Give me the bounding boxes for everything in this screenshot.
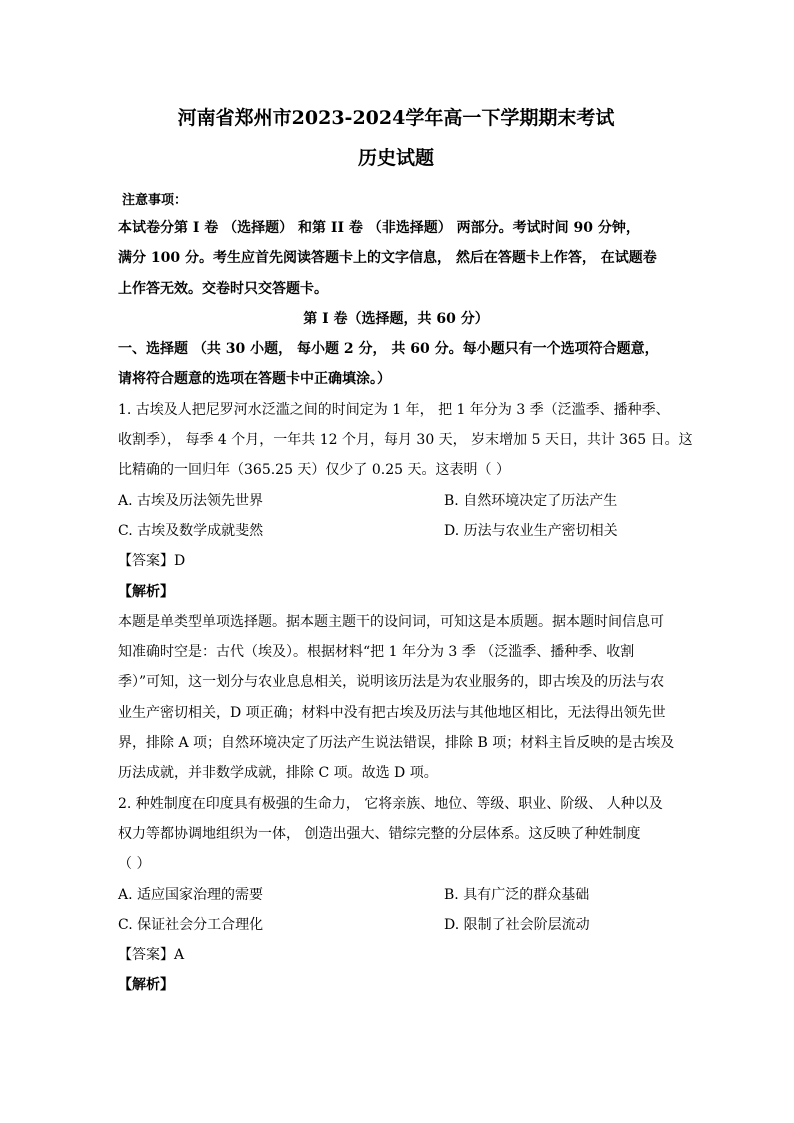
analysis-line: 业生产密切相关，D 项正确；材料中没有把古埃及历法与其他地区相比，无法得出领先世 bbox=[118, 704, 666, 721]
question-stem-line: （ ） bbox=[118, 856, 151, 873]
notice-heading: 注意事项： bbox=[122, 193, 188, 208]
notice-block bbox=[118, 189, 674, 304]
exam-subtitle: 历史试题 bbox=[357, 147, 434, 169]
part-title: 第 I 卷（选择题，共 60 分） bbox=[303, 310, 489, 327]
analysis-line: 本题是单类型单项选择题。据本题主题干的设问词，可知这是本质题。据本题时间信息可 bbox=[118, 613, 664, 630]
options-row bbox=[118, 516, 674, 546]
analysis-label: 【解析】 bbox=[118, 583, 174, 600]
option-c: C. 保证社会分工合理化 bbox=[118, 916, 264, 933]
question-1 bbox=[118, 395, 693, 789]
question-stem-line: 收割季）， 每季 4 个月，一年共 12 个月，每月 30 天， 岁末增加 5 天日，共计 365 日。这 bbox=[118, 432, 693, 449]
notice-line: 满分 100 分。考生应首先阅读答题卡上的文字信息， 然后在答题卡上作答， 在试题卷 bbox=[118, 250, 657, 267]
option-a: A. 适应国家治理的需要 bbox=[118, 886, 264, 903]
options-row bbox=[118, 910, 674, 940]
question-stem-line: 权力等都协调地组织为一体， 创造出强大、错综完整的分层体系。这反映了种姓制度 bbox=[118, 825, 641, 842]
section-block bbox=[118, 304, 674, 395]
section-intro-line: 请将符合题意的选项在答题卡中正确填涂。） bbox=[118, 371, 391, 388]
analysis-line: 界，排除 A 项；自然环境决定了历法产生说法错误，排除 B 项；材料主旨反映的是古埃及 bbox=[118, 735, 675, 752]
answer: 【答案】A bbox=[118, 947, 185, 964]
section-intro-line: 一、选择题 （共 30 小题， 每小题 2 分， 共 60 分。每小题只有一个选项符合题意， bbox=[118, 341, 659, 358]
option-a: A. 古埃及历法领先世界 bbox=[118, 492, 264, 509]
analysis-line: 知准确时空是：古代（埃及）。根据材料“把 1 年分为 3 季 （泛滥季、播种季、收割 bbox=[118, 644, 635, 661]
question-stem-line: 2. 种姓制度在印度具有极强的生命力， 它将亲族、地位、等级、职业、阶级、 人种以及 bbox=[118, 795, 663, 812]
analysis-line: 历法成就，并非数学成就，排除 C 项。故选 D 项。 bbox=[118, 765, 438, 782]
notice-line: 本试卷分第 I 卷 （选择题） 和第 II 卷 （非选择题） 两部分。考试时间 90 分钟， bbox=[118, 220, 640, 236]
answer: 【答案】D bbox=[118, 553, 186, 570]
option-d: D. 限制了社会阶层流动 bbox=[444, 916, 590, 933]
option-d: D. 历法与农业生产密切相关 bbox=[444, 522, 618, 539]
option-b: B. 自然环境决定了历法产生 bbox=[444, 492, 618, 509]
question-stem-line: 1. 古埃及人把尼罗河水泛滥之间的时间定为 1 年， 把 1 年分为 3 季（泛滥季、播种季、 bbox=[118, 401, 670, 418]
exam-title: 河南省郑州市2023-2024学年高一下学期期末考试 bbox=[177, 107, 615, 129]
options-row bbox=[118, 486, 674, 516]
analysis-label: 【解析】 bbox=[118, 977, 174, 994]
question-stem-line: 比精确的一回归年（365.25 天）仅少了 0.25 天。这表明（ ） bbox=[118, 462, 510, 479]
option-c: C. 古埃及数学成就斐然 bbox=[118, 522, 264, 539]
analysis-line: 季）”可知，这一划分与农业息息相关，说明该历法是为农业服务的，即古埃及的历法与农 bbox=[118, 674, 665, 691]
options-row bbox=[118, 880, 674, 910]
notice-line: 上作答无效。交卷时只交答题卡。 bbox=[118, 280, 328, 297]
question-2 bbox=[118, 789, 674, 1001]
option-b: B. 具有广泛的群众基础 bbox=[444, 886, 590, 903]
